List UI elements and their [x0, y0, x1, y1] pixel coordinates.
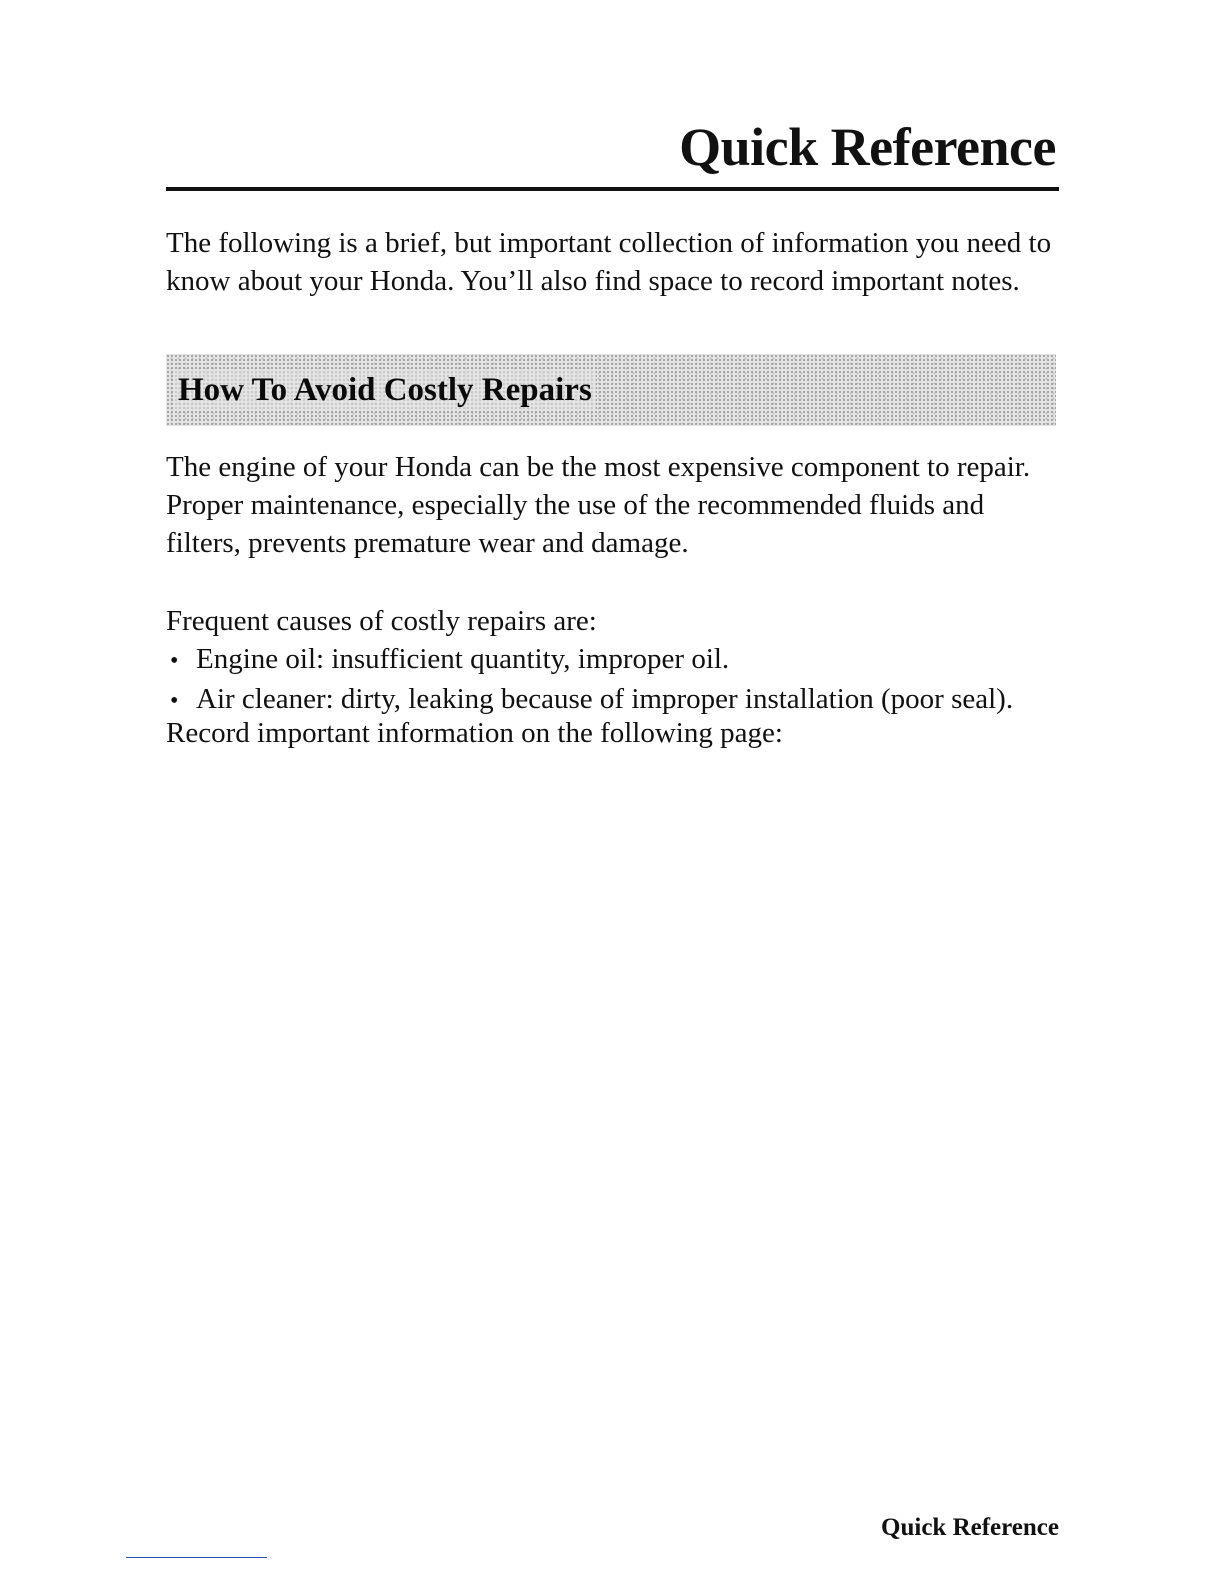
corner-scan-line: [126, 1557, 267, 1558]
footer-section-label: Quick Reference: [881, 1514, 1059, 1541]
page-title: Quick Reference: [679, 117, 1056, 177]
list-item: [170, 640, 1070, 680]
engine-paragraph: The engine of your Honda can be the most expensive component to repair. Proper maintenance, especially the use of the recommended fluids and filters, prevents premature wear and damage.: [166, 451, 1031, 559]
bullet-icon: •: [170, 688, 179, 714]
causes-list: [170, 640, 1070, 720]
section-heading: How To Avoid Costly Repairs: [174, 370, 596, 410]
causes-intro: Frequent causes of costly repairs are:: [166, 605, 597, 637]
title-rule: [166, 187, 1059, 191]
list-item-text: Air cleaner: dirty, leaking because of improper installation (poor seal).: [196, 683, 1014, 715]
section-banner: [166, 354, 1056, 426]
bullet-icon: •: [170, 648, 179, 674]
list-item-text: Engine oil: insufficient quantity, improper oil.: [196, 643, 730, 675]
record-paragraph: Record important information on the following page:: [166, 717, 783, 749]
intro-paragraph: The following is a brief, but important collection of information you need to know about your Honda. You’ll also find space to record important notes.: [166, 227, 1052, 297]
